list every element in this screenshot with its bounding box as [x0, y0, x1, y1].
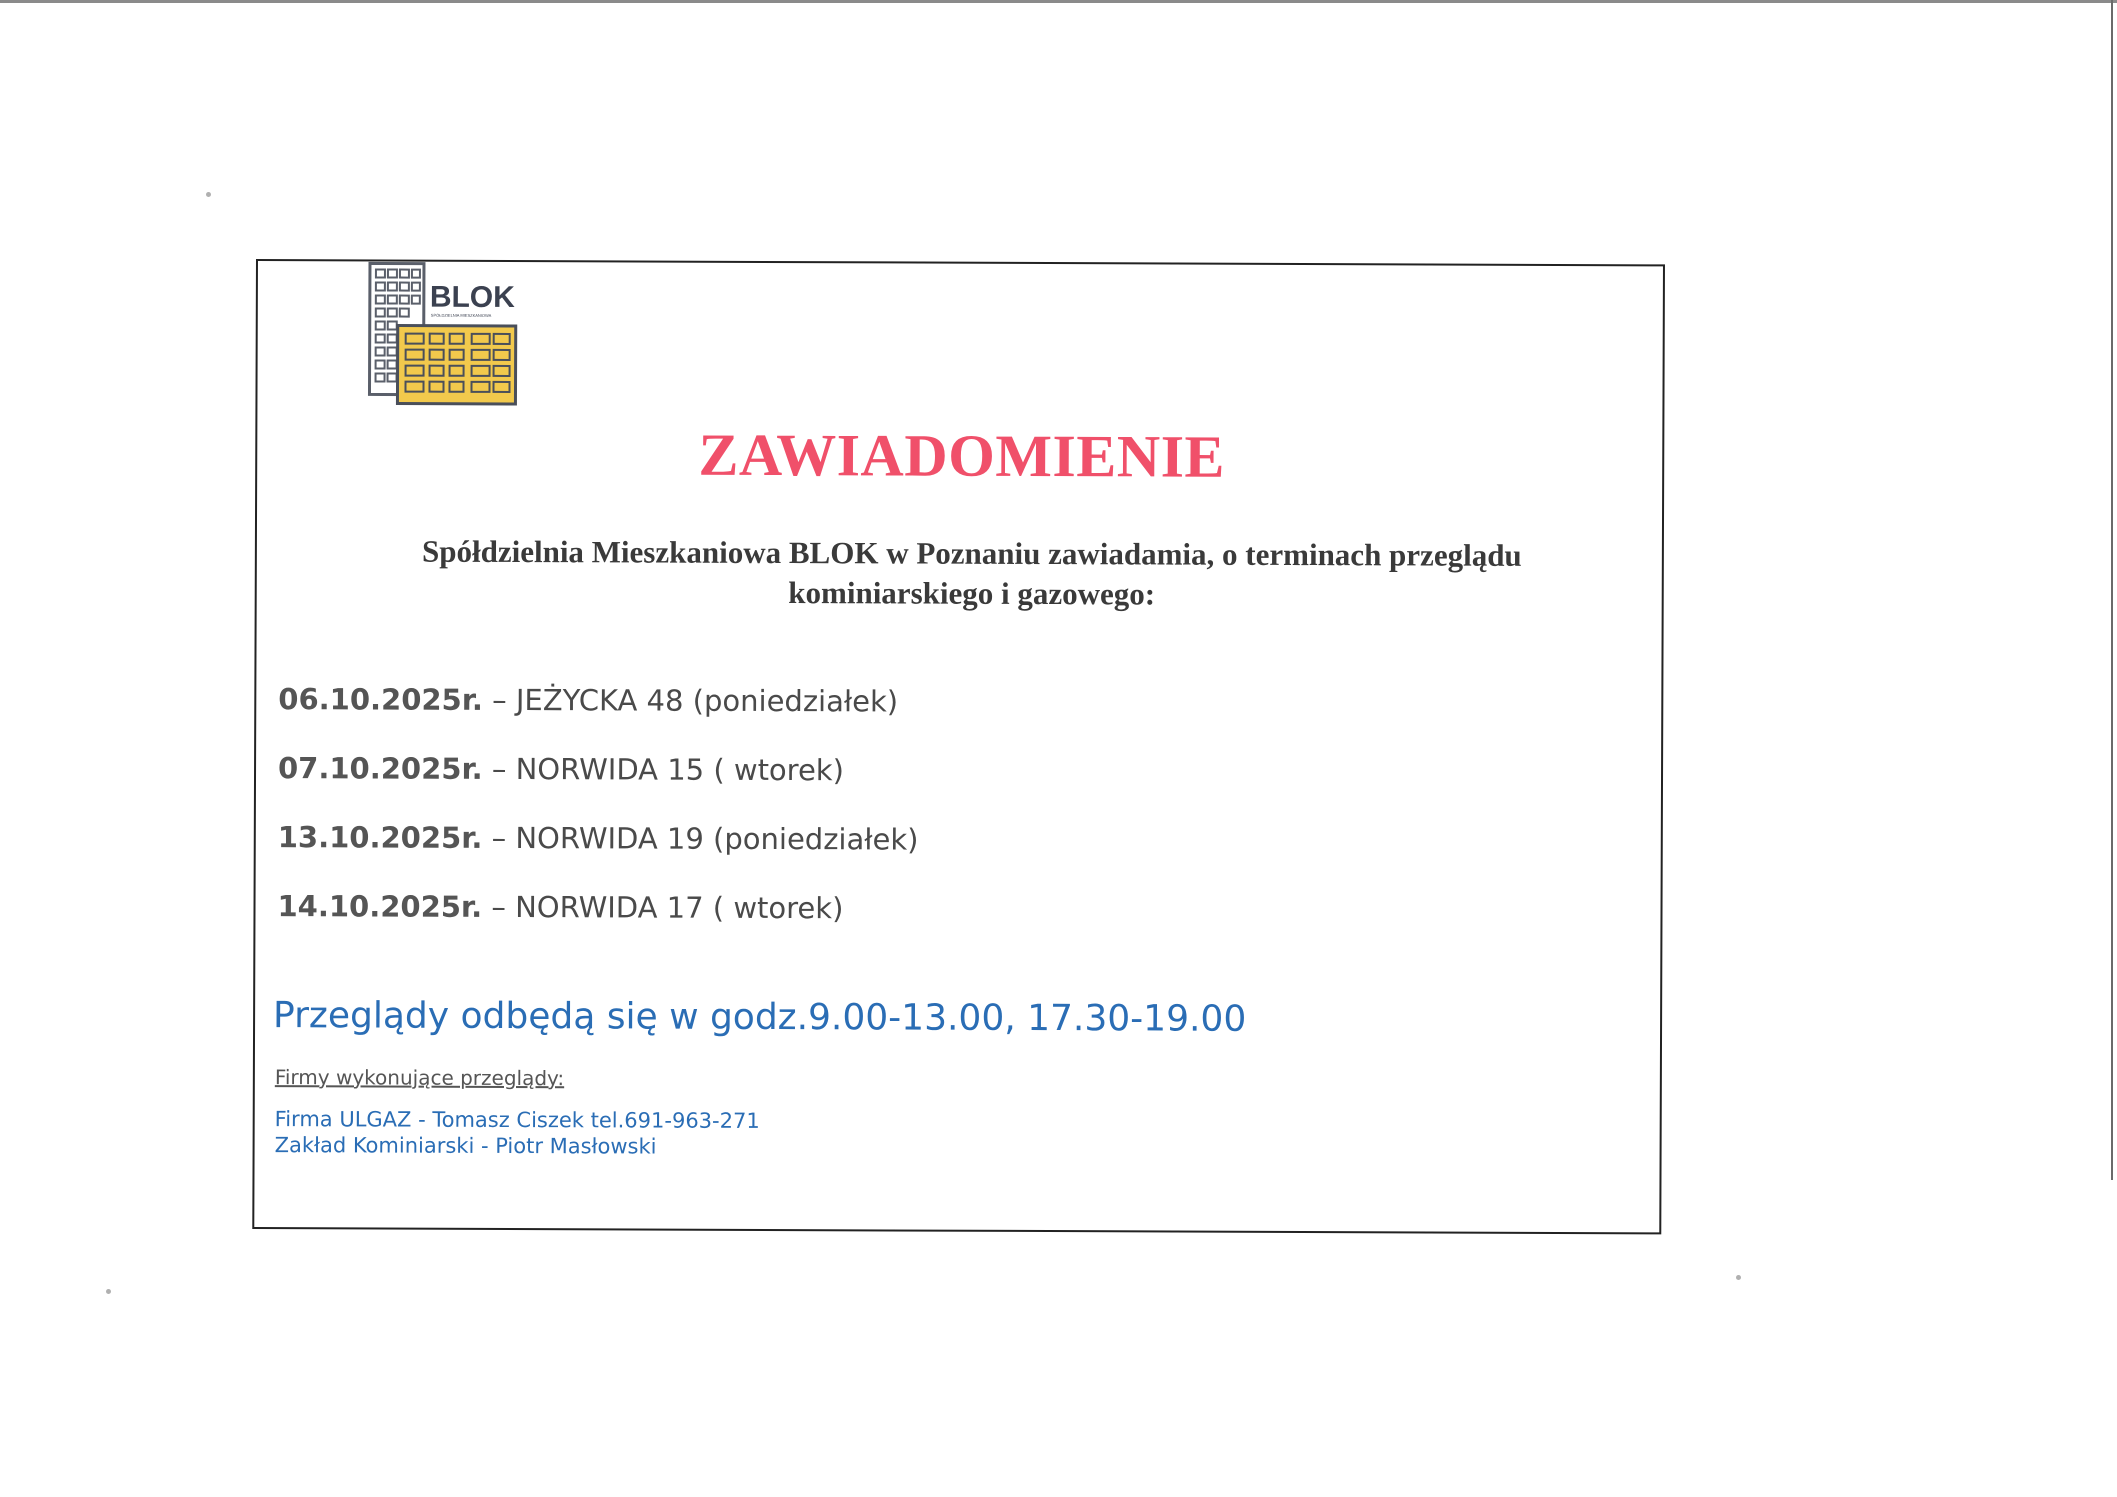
schedule-day: ( wtorek) — [713, 752, 845, 788]
firm-contact: Zakład Kominiarski - Piotr Masłowski — [274, 1133, 657, 1159]
scan-top-edge — [0, 0, 2117, 3]
logo-subtext: SPÓŁDZIELNIA MIESZKANIOWA — [430, 312, 492, 318]
scan-speck — [1736, 1275, 1741, 1280]
blok-logo — [367, 261, 518, 407]
schedule-day: (poniedziałek) — [692, 683, 899, 719]
firm-contact: Firma ULGAZ - Tomasz Ciszek tel.691-963-271 — [274, 1107, 760, 1133]
schedule-item — [278, 734, 919, 805]
notice-intro — [357, 531, 1587, 616]
schedule-list — [277, 665, 919, 943]
schedule-address: NORWIDA 19 — [515, 821, 704, 856]
schedule-day: (poniedziałek) — [713, 821, 919, 857]
schedule-date: 14.10.2025r. — [277, 889, 483, 924]
schedule-separator: – — [491, 889, 506, 924]
notice-title: ZAWIADOMIENIE — [698, 421, 1226, 490]
schedule-date: 13.10.2025r. — [277, 820, 483, 855]
schedule-item — [278, 665, 919, 736]
schedule-date: 06.10.2025r. — [278, 682, 484, 717]
schedule-separator: – — [491, 820, 507, 855]
schedule-item — [278, 803, 919, 874]
firms-heading: Firmy wykonujące przeglądy: — [274, 1065, 565, 1091]
notice-intro-line: kominiarskiego i gazowego: — [788, 575, 1156, 612]
schedule-address: NORWIDA 17 — [515, 889, 704, 925]
schedule-address: JEŻYCKA 48 — [515, 683, 684, 718]
schedule-item — [277, 872, 918, 943]
logo-wordmark: BLOK — [429, 280, 515, 314]
notice-intro-line: Spółdzielnia Mieszkaniowa BLOK w Poznaniu zawiadamia, o terminach przeglądu — [421, 533, 1522, 573]
notice-frame — [252, 259, 1665, 1234]
schedule-address: NORWIDA 15 — [515, 752, 705, 787]
schedule-day: ( wtorek) — [712, 890, 844, 926]
scan-speck — [106, 1289, 111, 1294]
schedule-date: 07.10.2025r. — [277, 751, 483, 786]
scan-right-edge — [2111, 0, 2113, 1180]
schedule-separator: – — [491, 751, 507, 786]
scan-speck — [206, 192, 211, 197]
schedule-separator: – — [492, 682, 507, 717]
inspection-hours: Przeglądy odbędą się w godz.9.00-13.00, 17.30-19.00 — [273, 995, 1247, 1040]
